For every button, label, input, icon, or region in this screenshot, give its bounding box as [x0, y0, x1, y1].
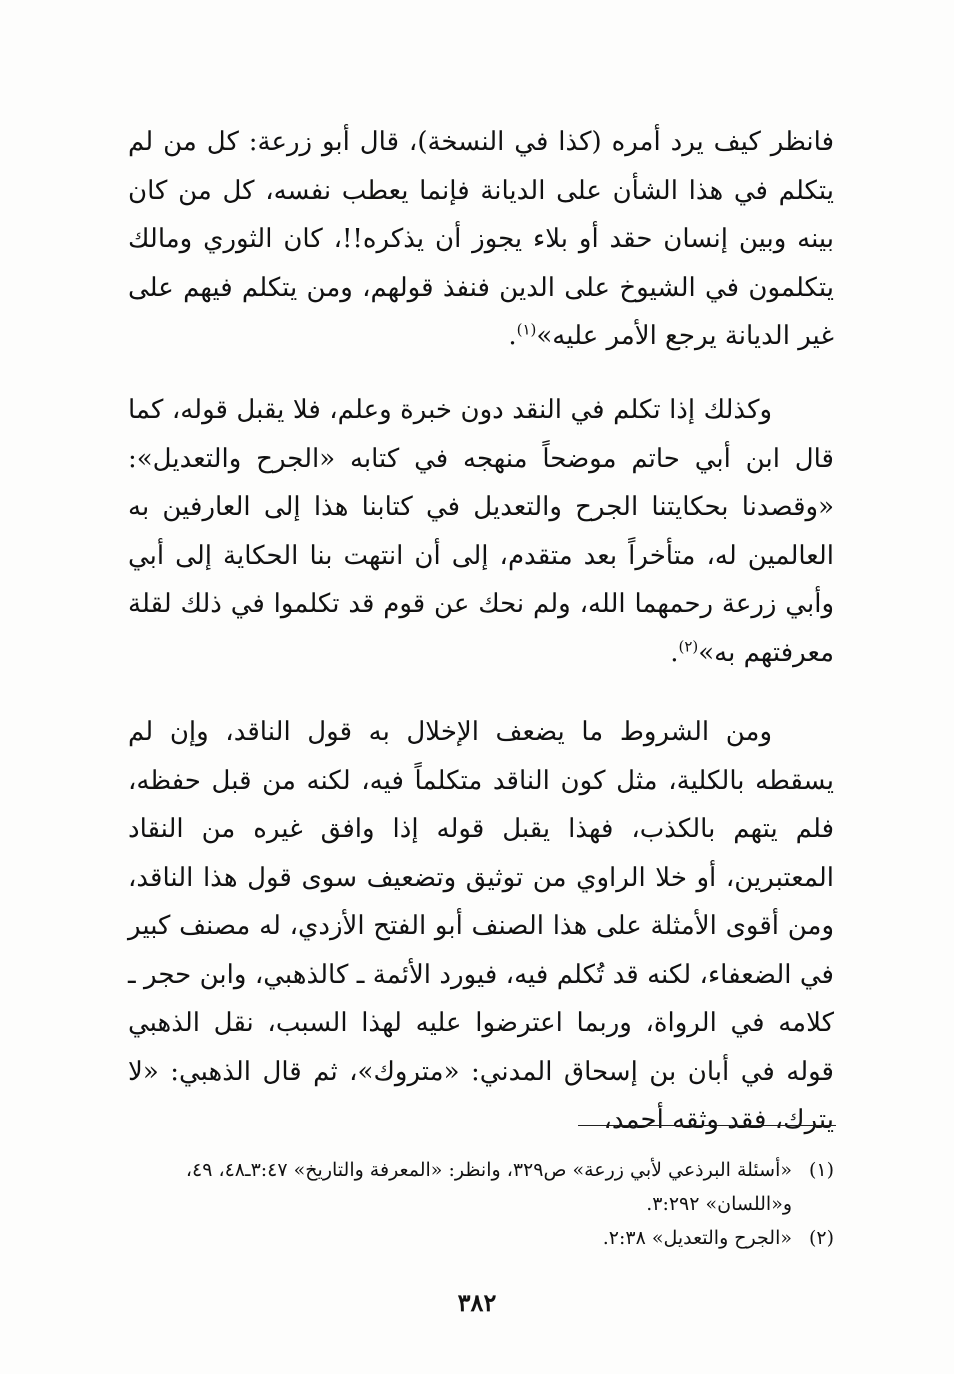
footnote-separator [578, 1125, 836, 1126]
page-number: ٣٨٢ [457, 1288, 497, 1317]
paragraph-2-text: وكذلك إذا تكلم في النقد دون خبرة وعلم، فلا يقبل قوله، كما قال ابن أبي حاتم موضحاً منهجه في كتابه «الجرح والتعديل»: «وقصدنا بحكايتنا الجرح والتعديل في كتابنا هذا إلى العارفين به العالمين له، متأخراً بعد متقدم، إلى أن انتهت بنا الحكاية إلى أبي وأبي زرعة رحمهما الله، ولم نحك عن قوم قد تكلموا في ذلك لقلة معرفتهم به» [128, 395, 834, 668]
paragraph-1 [128, 118, 834, 361]
footnote-text-2: «الجرح والتعديل» ٢:٣٨. [602, 1227, 792, 1249]
footnote-number-2: (٢) [808, 1227, 834, 1249]
paragraph-2-end: . [670, 637, 679, 668]
paragraph-1-text: فانظر كيف يرد أمره (كذا في النسخة)، قال أبو زرعة: كل من لم يتكلم في هذا الشأن على الديانة فإنما يعطب نفسه، كل من كان بينه وبين إنسان حقد أو بلاء يجوز أن يذكره!!، كان الثوري ومالك يتكلمون في الشيوخ على الدين فنفذ قولهم، ومن يتكلم فيهم على غير الديانة يرجع الأمر عليه» [128, 127, 834, 351]
paragraph-2 [128, 386, 834, 677]
paragraph-3-text: ومن الشروط ما يضعف الإخلال به قول الناقد، وإن لم يسقطه بالكلية، مثل كون الناقد متكلماً فيه، لكنه من قبل حفظه، فلم يتهم بالكذب، فهذا يقبل قوله إذا وافق غيره من النقاد المعتبرين، أو خلا الراوي من توثيق وتضعيف سوى قول هذا الناقد، ومن أقوى الأمثلة على هذا الصنف أبو الفتح الأزدي، له مصنف كبير في الضعفاء، لكنه قد تُكلم فيه، فيورد الأئمة ـ كالذهبي، وابن حجر ـ كلامه في الرواة، وربما اعترضوا عليه لهذا السبب، نقل الذهبي قوله في أبان بن إسحاق المدني: «متروك»، ثم قال الذهبي: «لا يترك، فقد وثقه أحمد، [128, 717, 834, 1135]
footnotes-section [128, 1153, 834, 1255]
footnote-marker-1: (١) [516, 320, 537, 339]
paragraph-1-end: . [508, 321, 517, 351]
paragraph-3 [128, 708, 834, 1145]
footnote-marker-2: (٢) [678, 636, 699, 655]
footnote-text-1: «أسئلة البرذعي لأبي زرعة» ص٣٢٩، وانظر: «المعرفة والتاريخ» ٣:٤٧ـ٤٨، ٤٩، و«اللسان» ٣:٢٩٢. [185, 1159, 792, 1215]
footnote-number-1: (١) [808, 1159, 834, 1181]
footnote-item-2 [128, 1221, 834, 1255]
footnote-item-1 [128, 1153, 834, 1221]
